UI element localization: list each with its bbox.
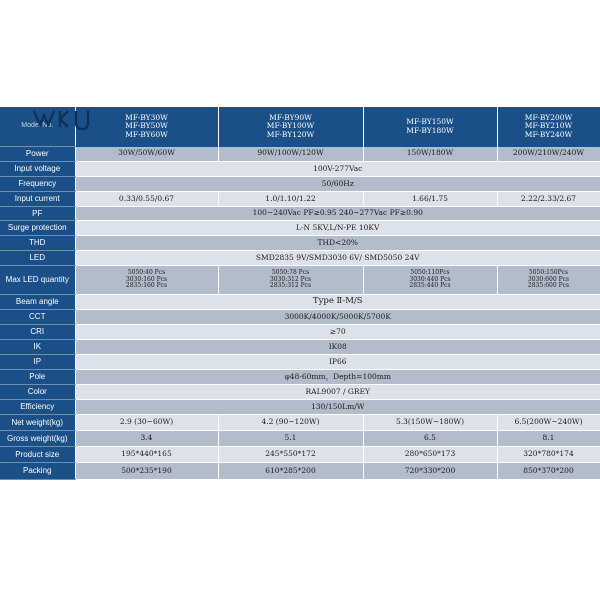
led-count: 2835:312 Pcs	[269, 282, 312, 290]
led-label: LED	[0, 251, 75, 266]
led-count: 5050:78 Pcs	[271, 268, 310, 276]
led-count: 3030:600 Pcs	[527, 275, 570, 283]
power-label: Power	[0, 147, 75, 162]
input-current-value: 1.0/1.10/1.22	[218, 192, 363, 207]
model-name: MF-BY240W	[524, 130, 573, 140]
pf-row	[0, 207, 600, 221]
product-size-value: 245*550*172	[218, 447, 363, 463]
ip-value: IP66	[75, 355, 600, 370]
frequency-label: Frequency	[0, 177, 75, 192]
led-count: 3030:440 Pcs	[409, 275, 451, 283]
cct-label: CCT	[0, 310, 75, 325]
model-name: MF-BY50W	[125, 121, 168, 131]
power-value: 90W/100W/120W	[218, 147, 363, 162]
beam-value: Type Ⅱ-M/S	[75, 295, 600, 310]
input-current-label: Input current	[0, 192, 75, 207]
thd-label: THD	[0, 236, 75, 251]
gross-weight-value: 3.4	[75, 431, 218, 447]
ik-label: IK	[0, 340, 75, 355]
frequency-value: 50/60Hz	[75, 177, 600, 192]
header-row	[0, 107, 600, 147]
cri-value: ≥70	[75, 325, 600, 340]
model-name: MF-BY90W	[269, 112, 312, 122]
packing-value: 850*370*200	[497, 463, 600, 480]
gross-weight-value: 8.1	[497, 431, 600, 447]
cri-label: CRI	[0, 325, 75, 340]
max-led-value	[75, 266, 218, 295]
efficiency-label: Efficiency	[0, 400, 75, 415]
net-weight-value: 6.5(200W~240W)	[497, 415, 600, 431]
model-name: MF-BY180W	[406, 125, 454, 135]
model-name: MF-BY30W	[125, 112, 168, 122]
product-size-value: 320*780*174	[497, 447, 600, 463]
packing-value: 610*285*200	[218, 463, 363, 480]
max-led-value	[218, 266, 363, 295]
led-row	[0, 251, 600, 266]
power-value: 200W/210W/240W	[497, 147, 600, 162]
led-value: SMD2835 9V/SMD3030 6V/ SMD5050 24V	[75, 251, 600, 266]
led-count: 2835:600 Pcs	[527, 282, 570, 290]
pf-value: 100~240Vac PF≥0.95 240~277Vac PF≥0.90	[75, 207, 600, 221]
gross-weight-row	[0, 431, 600, 447]
power-value: 30W/50W/60W	[75, 147, 218, 162]
packing-row	[0, 463, 600, 480]
input-voltage-row	[0, 162, 600, 177]
color-label: Color	[0, 385, 75, 400]
model-group-3	[363, 107, 497, 147]
ip-row	[0, 355, 600, 370]
pole-value: φ48-60mm，Depth=100mm	[75, 370, 600, 385]
net-weight-value: 4.2 (90~120W)	[218, 415, 363, 431]
max-led-row	[0, 266, 600, 295]
model-name: MF-BY100W	[266, 121, 315, 131]
power-value: 150W/180W	[363, 147, 497, 162]
led-count: 2835:440 Pcs	[409, 282, 451, 290]
pf-label: PF	[0, 207, 75, 221]
input-current-row	[0, 192, 600, 207]
product-size-label: Product size	[0, 447, 75, 463]
pole-label: Pole	[0, 370, 75, 385]
led-count: 3030:312 Pcs	[269, 275, 312, 283]
model-name: MF-BY150W	[406, 117, 454, 127]
gross-weight-value: 6.5	[363, 431, 497, 447]
model-label: Model No.	[0, 107, 75, 147]
max-led-label: Max LED quantity	[0, 266, 75, 295]
product-size-value: 280*650*173	[363, 447, 497, 463]
ik-row	[0, 340, 600, 355]
thd-value: THD<20%	[75, 236, 600, 251]
efficiency-value: 130/150Lm/W	[75, 400, 600, 415]
packing-value: 500*235*190	[75, 463, 218, 480]
net-weight-row	[0, 415, 600, 431]
cct-value: 3000K/4000K/5000K/5700K	[75, 310, 600, 325]
input-current-value: 1.66/1.75	[363, 192, 497, 207]
ik-value: IK08	[75, 340, 600, 355]
net-weight-value: 5.3(150W~180W)	[363, 415, 497, 431]
ip-label: IP	[0, 355, 75, 370]
product-size-row	[0, 447, 600, 463]
max-led-value	[497, 266, 600, 295]
color-value: RAL9007 / GREY	[75, 385, 600, 400]
surge-row	[0, 221, 600, 236]
cri-row	[0, 325, 600, 340]
led-count: 2835:160 Pcs	[125, 282, 168, 290]
model-group-1	[75, 107, 218, 147]
packing-value: 720*330*200	[363, 463, 497, 480]
thd-row	[0, 236, 600, 251]
power-row	[0, 147, 600, 162]
led-count: 5050:110Pcs	[410, 268, 450, 276]
gross-weight-value: 5.1	[218, 431, 363, 447]
net-weight-value: 2.9 (30~60W)	[75, 415, 218, 431]
input-voltage-label: Input voltage	[0, 162, 75, 177]
model-name: MF-BY120W	[266, 130, 315, 140]
spec-table	[0, 107, 600, 480]
surge-value: L-N 5KV,L/N-PE 10KV	[75, 221, 600, 236]
beam-label: Beam angle	[0, 295, 75, 310]
led-count: 5050:150Pcs	[528, 268, 569, 276]
net-weight-label: Net weight(kg)	[0, 415, 75, 431]
model-name: MF-BY60W	[125, 130, 168, 140]
input-current-value: 0.33/0.55/0.67	[75, 192, 218, 207]
pole-row	[0, 370, 600, 385]
gross-weight-label: Gross weight(kg)	[0, 431, 75, 447]
model-group-2	[218, 107, 363, 147]
beam-row	[0, 295, 600, 310]
surge-label: Surge protection	[0, 221, 75, 236]
efficiency-row	[0, 400, 600, 415]
product-size-value: 195*440*165	[75, 447, 218, 463]
color-row	[0, 385, 600, 400]
input-voltage-value: 100V-277Vac	[75, 162, 600, 177]
packing-label: Packing	[0, 463, 75, 480]
led-count: 3030:160 Pcs	[125, 275, 168, 283]
frequency-row	[0, 177, 600, 192]
model-group-4	[497, 107, 600, 147]
max-led-value	[363, 266, 497, 295]
input-current-value: 2.22/2.33/2.67	[497, 192, 600, 207]
led-count: 5050:40 Pcs	[127, 268, 166, 276]
model-name: MF-BY200W	[524, 112, 573, 122]
cct-row	[0, 310, 600, 325]
model-name: MF-BY210W	[524, 121, 573, 131]
